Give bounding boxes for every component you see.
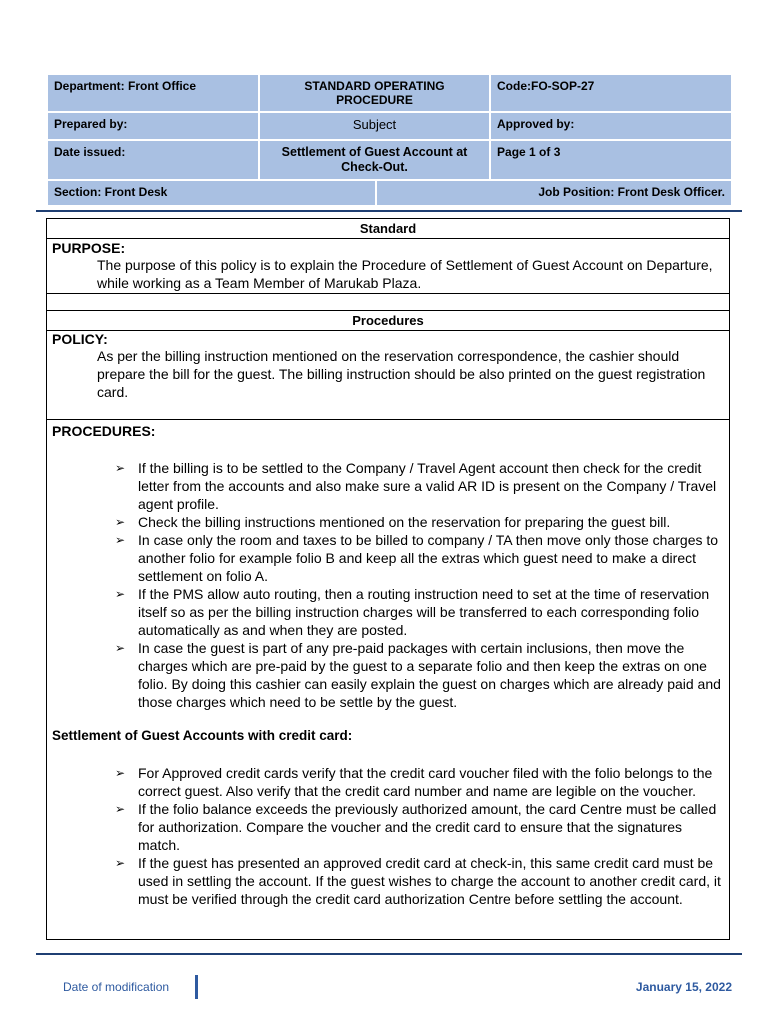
department-cell: Department: Front Office [48,75,258,111]
footer-divider [36,953,742,955]
list-item-text: If the billing is to be settled to the Company / Travel Agent account then check for the credit letter from the accounts and also make sure a valid AR ID is present on the Company / Travel agent profile. [138,460,717,512]
purpose-label: PURPOSE: [52,240,126,256]
list-item-text: In case the guest is part of any pre-paid packages with certain inclusions, then move the charges which are pre-paid by the guest to a separate folio and then keep the extras on one folio. By doing this cashier can easily explain the guest on charges which are already paid and those charges which need to be settle by the guest. [138,640,721,710]
sop-content-box [46,218,730,940]
approved-by-cell: Approved by: [491,113,731,139]
arrow-bullet-icon: ➢ [115,461,126,475]
modification-date: January 15, 2022 [635,980,732,994]
arrow-bullet-icon: ➢ [115,515,126,529]
arrow-bullet-icon: ➢ [115,766,126,780]
credit-card-heading: Settlement of Guest Accounts with credit card: [52,728,353,743]
divider [47,293,729,294]
list-item [47,531,729,585]
list-item [47,513,729,531]
sop-header-table [46,73,733,207]
policy-label: POLICY: [52,331,108,347]
credit-card-list [47,764,729,908]
section-cell: Section: Front Desk [48,181,375,205]
code-cell: Code:FO-SOP-27 [491,75,731,111]
list-item-text: If the guest has presented an approved credit card at check-in, this same credit card must be used in settling the account. If the guest wishes to charge the account to another credit card, it must be verified through the credit card authorization Centre before settling the account. [138,855,721,907]
header-divider [36,210,742,212]
list-item [47,585,729,639]
list-item [47,639,729,711]
list-item-text: If the PMS allow auto routing, then a routing instruction need to set at the time of reservation itself so as per the billing instruction charges will be transferred to each corresponding folio automatically as and when they are posted. [138,586,710,638]
purpose-text: The purpose of this policy is to explain the Procedure of Settlement of Guest Account on Departure, while working as a Team Member of Marukab Plaza. [97,257,713,291]
page-number-cell: Page 1 of 3 [491,141,731,179]
policy-text: As per the billing instruction mentioned on the reservation correspondence, the cashier should prepare the bill for the guest. The billing instruction should be also printed on the guest registration card. [97,348,706,400]
divider [47,419,729,420]
modification-label: Date of modification [63,980,170,994]
list-item-text: If the folio balance exceeds the previously authorized amount, the card Centre must be called for authorization. Compare the voucher and the credit card to ensure that the signatures match. [138,801,717,853]
list-item [47,459,729,513]
prepared-by-cell: Prepared by: [48,113,258,139]
list-item [47,764,729,800]
sop-title-cell: STANDARD OPERATING PROCEDURE [260,75,489,111]
list-item-text: Check the billing instructions mentioned on the reservation for preparing the guest bill. [138,514,671,530]
date-issued-cell: Date issued: [48,141,258,179]
procedures-heading: Procedures [47,310,729,331]
list-item [47,854,729,908]
list-item-text: In case only the room and taxes to be billed to company / TA then move only those charges to another folio for example folio B and keep all the extras which guest need to make a direct settlement on folio A. [138,532,719,584]
arrow-bullet-icon: ➢ [115,641,126,655]
arrow-bullet-icon: ➢ [115,587,126,601]
procedures-list [47,459,729,711]
list-item-text: For Approved credit cards verify that the credit card voucher filed with the folio belongs to the correct guest. Also verify that the credit card number and name are legible on the voucher. [138,765,713,799]
footer-separator [195,975,198,999]
subject-title-cell: Settlement of Guest Account at Check-Out. [260,141,489,179]
arrow-bullet-icon: ➢ [115,856,126,870]
subject-label-cell: Subject [260,113,489,139]
arrow-bullet-icon: ➢ [115,802,126,816]
standard-heading: Standard [47,219,729,239]
arrow-bullet-icon: ➢ [115,533,126,547]
job-position-cell: Job Position: Front Desk Officer. [377,181,731,205]
procedures-label: PROCEDURES: [52,423,156,439]
list-item [47,800,729,854]
